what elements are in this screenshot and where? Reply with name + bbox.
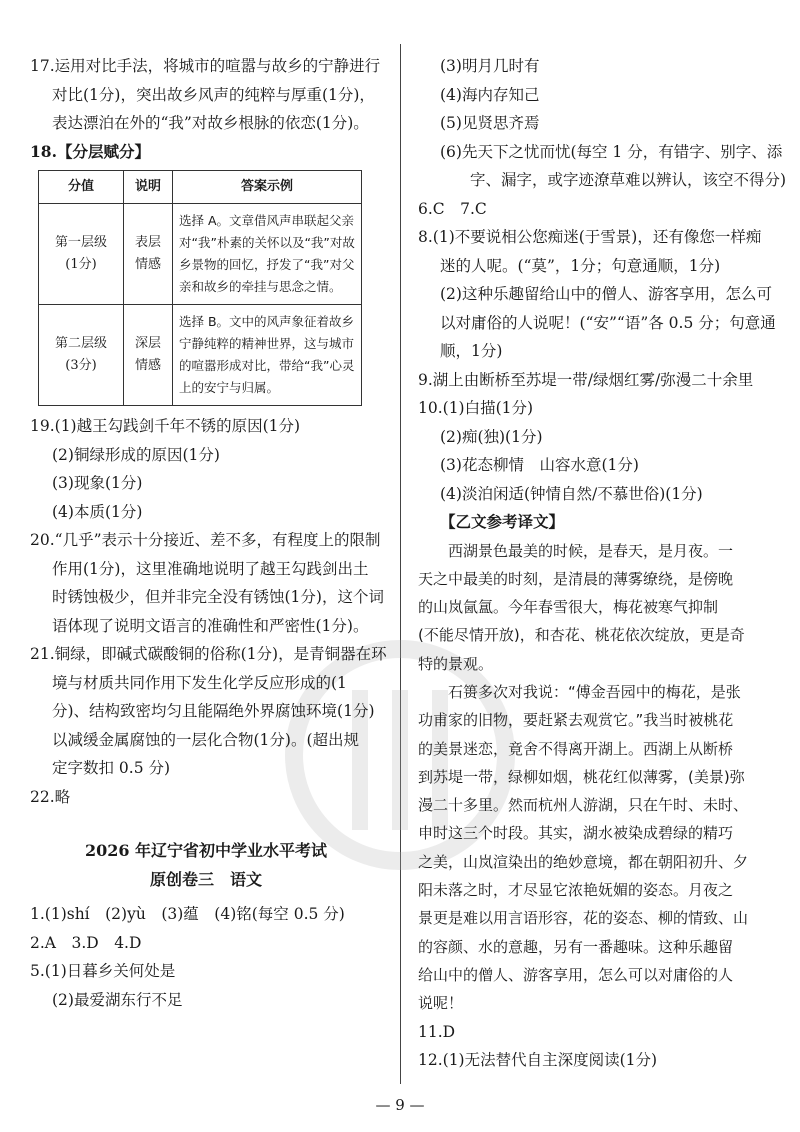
translation-label: 【乙文参考译文】 [440,512,565,531]
answer-11: 11.D [418,1022,456,1041]
table-cell-note [124,204,173,305]
answer-line: 语体现了说明文语言的准确性和严密性(1分)。 [52,616,369,635]
answer-line: 10.(1)白描(1分) [418,399,534,417]
table-cell-level [39,204,124,305]
translation-line: 的美景迷恋，竟舍不得离开湖上。西湖上从断桥 [418,739,734,758]
answer-9: 9.湖上由断桥至苏堤一带/绿烟红雾/弥漫二十余里 [418,370,754,389]
column-divider [400,44,401,1084]
answer-line: 17.运用对比手法，将城市的喧嚣与故乡的宁静进行 [30,57,381,75]
page-number: — 9 — [375,1096,425,1114]
answer-line: 以对庸俗的人说呢！(“安”“语”各 0.5 分；句意通 [440,313,776,332]
table-header: 分值 [39,171,124,204]
translation-line: 特的景观。 [418,654,494,673]
answer-line: (3)明月几时有 [440,57,540,75]
translation-line: 之美，山岚渲染出的绝妙意境，都在朝阳初升、夕 [418,852,749,871]
exam-title: 2026 年辽宁省初中学业水平考试 [84,841,328,860]
answer-line: 对比(1分)，突出故乡风声的纯粹与厚重(1分)， [52,85,375,104]
answer-line: (5)见贤思齐焉 [440,114,540,132]
answer-18-label: 18.【分层赋分】 [30,141,150,161]
translation-text [418,537,770,1018]
answer-21 [30,640,387,783]
answer-line: 迷的人呢。(“莫”，1分；句意通顺，1分) [440,256,721,275]
answer-8 [418,223,776,366]
table-header: 说明 [124,171,173,204]
translation-line: 说呢！ [418,994,464,1013]
translation-line: 申时这三个时段。其实，湖水被染成碧绿的精巧 [418,824,734,843]
answer-line: 20.“几乎”表示十分接近、差不多，有程度上的限制 [30,531,381,549]
answer-line: 以减缓金属腐蚀的一层化合物(1分)。(超出规 [52,730,360,749]
answer-17 [30,52,382,138]
cell-text: 第一层级 [54,235,107,250]
answer-line: 时锈蚀极少，但并非完全没有锈蚀(1分)，这个词 [52,588,384,606]
answer-line: 作用(1分)，这里准确地说明了越王勾践剑出土 [52,559,369,578]
answer-line: 21.铜绿，即碱式碳酸铜的俗称(1分)，是青铜器在环 [30,645,387,663]
translation-line: 给山中的僧人、游客享用，怎么可以对庸俗的人 [418,965,734,984]
cell-text: 第二层级 [54,336,107,351]
exam-subtitle: 原创卷三 语文 [149,869,262,889]
answer-line: 定字数扣 0.5 分) [52,759,171,777]
translation-line: 到苏堤一带，绿柳如烟，桃花红似薄雾，(美景)弥 [418,767,745,786]
translation-line: 石篑多次对我说：“傅金吾园中的梅花，是张 [448,682,741,701]
answer-line: 顺，1分) [440,342,503,360]
answer-line: (4)淡泊闲适(钟情自然/不慕世俗)(1分) [440,484,703,503]
table-cell-note [124,305,173,406]
answer-2-4: 2.A 3.D 4.D [30,933,142,952]
translation-line: 西湖景色最美的时候，是春天，是月夜。一 [448,541,734,560]
answer-12: 12.(1)无法替代自主深度阅读(1分) [418,1051,658,1070]
translation-line: 阳未落之时，才尽显它浓艳妩媚的姿态。月夜之 [418,881,734,900]
answer-line: 字、漏字，或字迹潦草难以辨认，该空不得分) [470,171,787,189]
answer-line: (2)痴(独)(1分) [440,427,543,446]
table-row [39,204,362,305]
cell-text: 表层 [134,235,161,250]
cell-text: (1分) [65,257,97,272]
cell-text: 情感 [134,257,161,272]
answer-line: 19.(1)越王勾践剑千年不锈的原因(1分) [30,417,301,435]
translation-line: 天之中最美的时刻，是清晨的薄雾缭绕，是傍晚 [418,569,734,588]
translation-line: 的容颜、水的意趣，另有一番趣味。这种乐趣留 [418,937,734,956]
cell-text: 深层 [134,336,161,351]
answer-line: (2)最爱湖东行不足 [52,990,183,1009]
translation-line: (不能尽情开放)，和杏花、桃花依次绽放，更是奇 [418,626,745,645]
right-column [418,52,787,1075]
answer-10 [418,394,770,508]
answer-5: 5.(1)日暮乡关何处是 [30,962,176,980]
answer-22: 22.略 [30,787,71,806]
answer-line: (4)本质(1分) [52,502,143,521]
answer-line: 8.(1)不要说相公您痴迷(于雪景)，还有像您一样痴 [418,228,762,246]
translation-line: 功甫家的旧物，要赶紧去观赏它。”我当时被桃花 [418,711,734,730]
answer-line: 境与材质共同作用下发生化学反应形成的(1 [52,673,347,692]
table-row [39,305,362,406]
table-header: 答案示例 [173,171,362,204]
left-column [30,52,387,1014]
answer-line: (2)铜绿形成的原因(1分) [52,445,220,464]
answer-line: (4)海内存知己 [440,85,540,104]
answer-line: 表达漂泊在外的“我”对故乡根脉的依恋(1分)。 [52,114,369,132]
answer-20 [30,526,382,640]
translation-line: 漫二十多里。然而杭州人游湖，只在午时、未时、 [418,796,749,815]
answer-line: (3)花态柳情 山容水意(1分) [440,456,639,474]
watermark-logo [392,690,408,830]
table-cell-level [39,305,124,406]
cell-text: 情感 [134,358,161,373]
answer-line: (3)现象(1分) [52,474,143,492]
answer-19 [30,412,382,526]
answer-1: 1.(1)shí (2)yù (3)蕴 (4)铭(每空 0.5 分) [30,905,345,923]
translation-line: 的山岚氤氲。今年春雪很大，梅花被寒气抑制 [418,598,719,617]
answer-6-7: 6.C 7.C [418,199,487,218]
scoring-table [38,170,362,406]
answer-line: (2)这种乐趣留给山中的僧人、游客享用，怎么可 [440,285,772,303]
answer-line: 分)、结构致密均匀且能隔绝外界腐蚀环境(1分) [52,702,375,720]
cell-text: (3分) [65,358,97,373]
translation-line: 景更是难以用言语形容，花的姿态、柳的情致、山 [418,909,749,928]
answer-line: (6)先天下之忧而忧(每空 1 分，有错字、别字、添 [440,142,783,161]
table-cell-example: 选择 A。文章借风声串联起父亲对“我”朴素的关怀以及“我”对故乡景物的回忆，抒发了“我”对父亲和故乡的牵挂与思念之情。 [173,204,362,305]
table-cell-example: 选择 B。文中的风声象征着故乡宁静纯粹的精神世界，这与城市的喧嚣形成对比，带给“我”心灵上的安宁与归属。 [173,305,362,406]
